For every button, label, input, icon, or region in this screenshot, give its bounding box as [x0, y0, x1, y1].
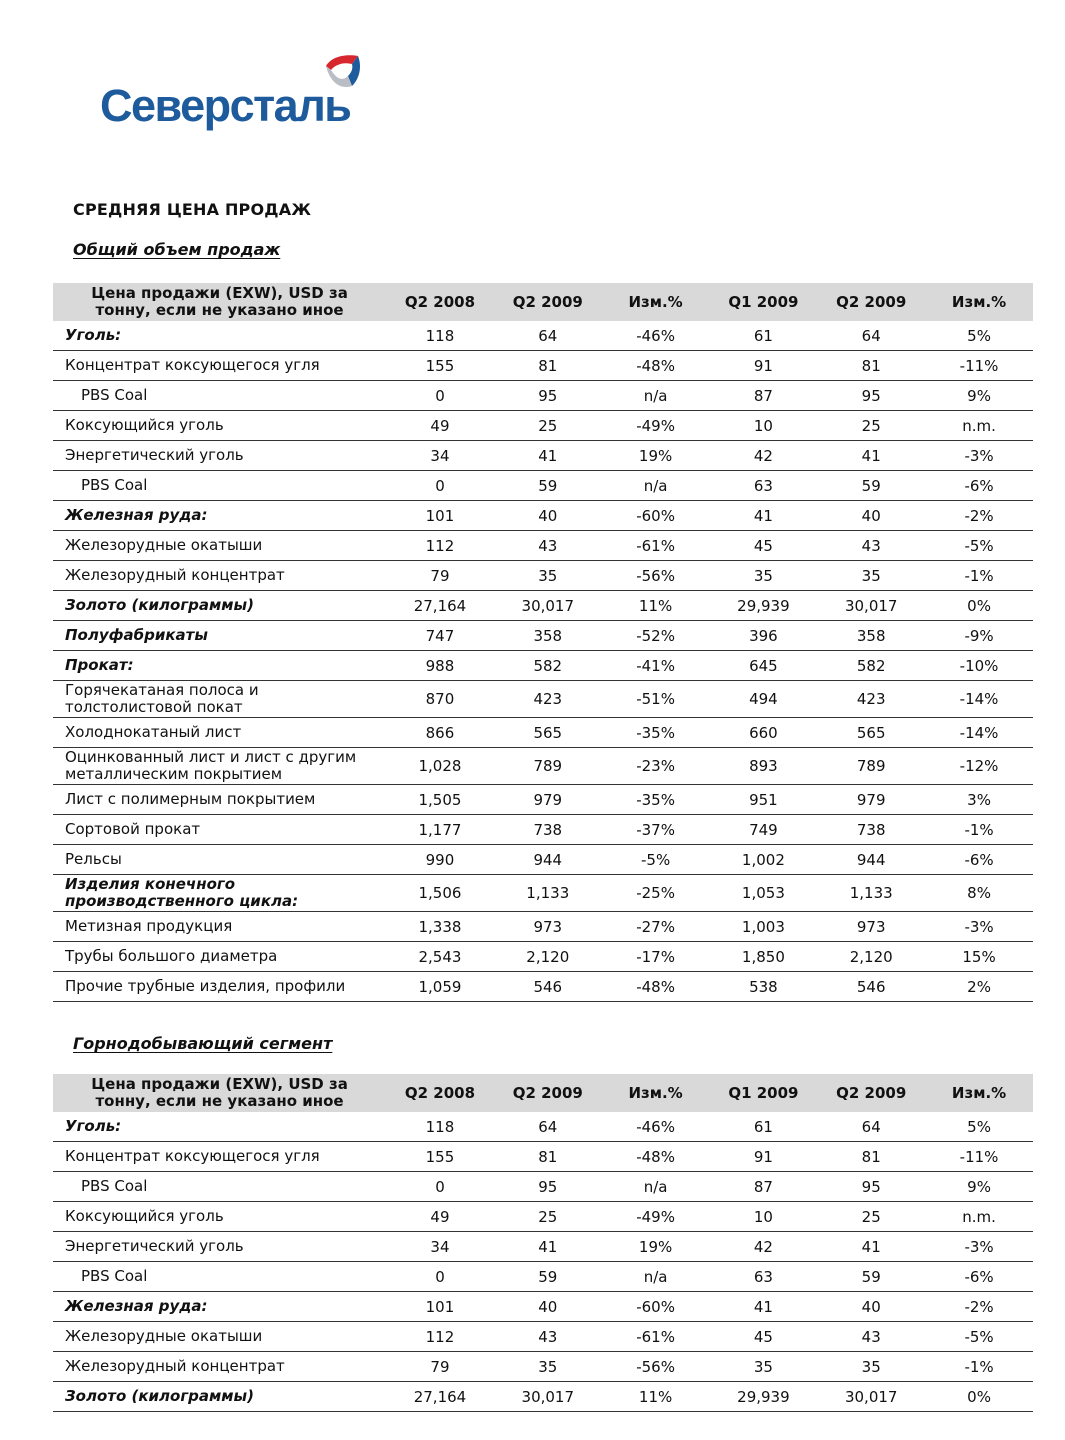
document-title: СРЕДНЯЯ ЦЕНА ПРОДАЖ [73, 200, 312, 219]
cell-change-qoq: -10% [925, 651, 1033, 681]
row-label: Золото (килограммы) [53, 591, 386, 621]
row-label: PBS Coal [53, 1262, 386, 1292]
cell-q2-2009-b: 59 [817, 1262, 925, 1292]
cell-q2-2008: 2,543 [386, 942, 494, 972]
price-table-mining-segment [53, 1074, 1033, 1412]
cell-q2-2009: 40 [494, 501, 602, 531]
row-label: Лист с полимерным покрытием [53, 785, 386, 815]
table-row [53, 1232, 1033, 1262]
cell-q2-2008: 155 [386, 1142, 494, 1172]
cell-change-qoq: 0% [925, 591, 1033, 621]
header-change-qoq: Изм.% [925, 283, 1033, 321]
header-label: Цена продажи (EXW), USD за тонну, если не указано иное [53, 1074, 386, 1112]
cell-change-yoy: -5% [602, 845, 710, 875]
cell-q1-2009: 42 [710, 441, 818, 471]
cell-q2-2008: 118 [386, 321, 494, 351]
cell-q1-2009: 29,939 [710, 591, 818, 621]
cell-q1-2009: 1,053 [710, 875, 818, 912]
cell-change-qoq: 2% [925, 972, 1033, 1002]
cell-change-yoy: -35% [602, 785, 710, 815]
cell-q2-2008: 101 [386, 501, 494, 531]
cell-change-qoq: -14% [925, 718, 1033, 748]
cell-q1-2009: 35 [710, 561, 818, 591]
cell-change-qoq: -11% [925, 1142, 1033, 1172]
row-label: Полуфабрикаты [53, 621, 386, 651]
row-label: Метизная продукция [53, 912, 386, 942]
cell-q2-2009: 565 [494, 718, 602, 748]
table-row [53, 381, 1033, 411]
cell-q1-2009: 87 [710, 1172, 818, 1202]
table-row [53, 1352, 1033, 1382]
table-row [53, 942, 1033, 972]
cell-change-qoq: -6% [925, 471, 1033, 501]
cell-change-yoy: -52% [602, 621, 710, 651]
cell-q2-2009-b: 25 [817, 411, 925, 441]
logo-wordmark: Северсталь [100, 80, 351, 131]
cell-change-qoq: -1% [925, 561, 1033, 591]
cell-q2-2009: 35 [494, 1352, 602, 1382]
cell-q1-2009: 42 [710, 1232, 818, 1262]
cell-change-yoy: -23% [602, 748, 710, 785]
cell-q1-2009: 10 [710, 1202, 818, 1232]
cell-change-qoq: -5% [925, 1322, 1033, 1352]
cell-change-qoq: 0% [925, 1382, 1033, 1412]
cell-q2-2009-b: 64 [817, 1112, 925, 1142]
cell-change-yoy: -51% [602, 681, 710, 718]
table-row [53, 748, 1033, 785]
table-row [53, 321, 1033, 351]
cell-q2-2009-b: 35 [817, 561, 925, 591]
cell-q2-2009-b: 565 [817, 718, 925, 748]
cell-q2-2009-b: 546 [817, 972, 925, 1002]
header-change-qoq: Изм.% [925, 1074, 1033, 1112]
cell-q2-2008: 27,164 [386, 591, 494, 621]
cell-change-qoq: 5% [925, 321, 1033, 351]
cell-q2-2009-b: 35 [817, 1352, 925, 1382]
cell-change-qoq: -2% [925, 501, 1033, 531]
cell-q2-2009: 25 [494, 411, 602, 441]
table-row [53, 845, 1033, 875]
cell-q2-2009-b: 423 [817, 681, 925, 718]
cell-q2-2009: 41 [494, 1232, 602, 1262]
header-q2-2008: Q2 2008 [386, 1074, 494, 1112]
header-q2-2009-b: Q2 2009 [817, 1074, 925, 1112]
cell-q2-2008: 1,506 [386, 875, 494, 912]
cell-change-yoy: -61% [602, 531, 710, 561]
cell-q2-2009-b: 30,017 [817, 591, 925, 621]
cell-change-yoy: -41% [602, 651, 710, 681]
row-label: PBS Coal [53, 471, 386, 501]
cell-q2-2009-b: 30,017 [817, 1382, 925, 1412]
row-label: Железорудный концентрат [53, 1352, 386, 1382]
cell-q2-2009: 979 [494, 785, 602, 815]
table-header-row [53, 1074, 1033, 1112]
cell-change-yoy: n/a [602, 381, 710, 411]
cell-q2-2009-b: 81 [817, 1142, 925, 1172]
cell-change-yoy: 19% [602, 1232, 710, 1262]
cell-q1-2009: 1,002 [710, 845, 818, 875]
cell-q2-2009-b: 979 [817, 785, 925, 815]
cell-change-qoq: -6% [925, 1262, 1033, 1292]
cell-q2-2008: 118 [386, 1112, 494, 1142]
cell-change-yoy: -49% [602, 1202, 710, 1232]
cell-change-qoq: 5% [925, 1112, 1033, 1142]
cell-q1-2009: 645 [710, 651, 818, 681]
cell-change-yoy: -48% [602, 351, 710, 381]
row-label: Холоднокатаный лист [53, 718, 386, 748]
table-row [53, 1112, 1033, 1142]
cell-q2-2008: 101 [386, 1292, 494, 1322]
row-label: Уголь: [53, 1112, 386, 1142]
cell-q2-2008: 1,028 [386, 748, 494, 785]
header-q1-2009: Q1 2009 [710, 1074, 818, 1112]
cell-q2-2008: 112 [386, 531, 494, 561]
cell-q2-2009: 43 [494, 531, 602, 561]
severstal-logo [100, 50, 370, 145]
cell-q1-2009: 91 [710, 1142, 818, 1172]
cell-q1-2009: 87 [710, 381, 818, 411]
row-label: Горячекатаная полоса и толстолистовой покат [53, 681, 386, 718]
cell-q2-2008: 27,164 [386, 1382, 494, 1412]
cell-q2-2008: 1,505 [386, 785, 494, 815]
table-row [53, 531, 1033, 561]
cell-change-yoy: -56% [602, 1352, 710, 1382]
cell-change-qoq: -3% [925, 1232, 1033, 1262]
row-label: Уголь: [53, 321, 386, 351]
cell-change-qoq: 9% [925, 381, 1033, 411]
cell-q2-2008: 1,177 [386, 815, 494, 845]
table-row [53, 718, 1033, 748]
cell-q1-2009: 494 [710, 681, 818, 718]
cell-change-yoy: -27% [602, 912, 710, 942]
table-row [53, 785, 1033, 815]
cell-change-qoq: 8% [925, 875, 1033, 912]
cell-change-yoy: n/a [602, 471, 710, 501]
cell-q2-2009-b: 973 [817, 912, 925, 942]
cell-change-qoq: -12% [925, 748, 1033, 785]
section-title-total-sales: Общий объем продаж [73, 240, 281, 259]
table-row [53, 972, 1033, 1002]
cell-q2-2009-b: 95 [817, 381, 925, 411]
row-label: PBS Coal [53, 381, 386, 411]
cell-q2-2009: 95 [494, 381, 602, 411]
table-row [53, 591, 1033, 621]
cell-change-yoy: -60% [602, 1292, 710, 1322]
table-row [53, 621, 1033, 651]
row-label: Железорудные окатыши [53, 1322, 386, 1352]
cell-q1-2009: 1,850 [710, 942, 818, 972]
cell-change-yoy: -48% [602, 1142, 710, 1172]
cell-change-yoy: 11% [602, 591, 710, 621]
cell-change-qoq: 15% [925, 942, 1033, 972]
cell-change-qoq: n.m. [925, 411, 1033, 441]
cell-q2-2009-b: 2,120 [817, 942, 925, 972]
cell-q2-2008: 866 [386, 718, 494, 748]
table-row [53, 1172, 1033, 1202]
cell-q2-2008: 1,059 [386, 972, 494, 1002]
cell-change-qoq: -3% [925, 912, 1033, 942]
table-row [53, 815, 1033, 845]
cell-q2-2009: 2,120 [494, 942, 602, 972]
cell-q2-2008: 0 [386, 1262, 494, 1292]
cell-q1-2009: 61 [710, 1112, 818, 1142]
cell-change-qoq: 9% [925, 1172, 1033, 1202]
table-row [53, 651, 1033, 681]
cell-q1-2009: 951 [710, 785, 818, 815]
table-header-row [53, 283, 1033, 321]
cell-q1-2009: 893 [710, 748, 818, 785]
table-row [53, 441, 1033, 471]
table-row [53, 351, 1033, 381]
table-row [53, 875, 1033, 912]
cell-q1-2009: 41 [710, 501, 818, 531]
header-q1-2009: Q1 2009 [710, 283, 818, 321]
cell-q1-2009: 29,939 [710, 1382, 818, 1412]
cell-q1-2009: 45 [710, 1322, 818, 1352]
cell-change-yoy: -61% [602, 1322, 710, 1352]
header-q2-2008: Q2 2008 [386, 283, 494, 321]
row-label: Энергетический уголь [53, 1232, 386, 1262]
cell-q2-2009: 64 [494, 1112, 602, 1142]
cell-change-qoq: -14% [925, 681, 1033, 718]
cell-q2-2009-b: 40 [817, 1292, 925, 1322]
cell-q2-2009: 789 [494, 748, 602, 785]
cell-change-qoq: 3% [925, 785, 1033, 815]
cell-q1-2009: 749 [710, 815, 818, 845]
header-q2-2009-b: Q2 2009 [817, 283, 925, 321]
cell-q2-2009: 35 [494, 561, 602, 591]
section-title-mining-segment: Горнодобывающий сегмент [73, 1034, 333, 1053]
cell-q1-2009: 396 [710, 621, 818, 651]
row-label: Сортовой прокат [53, 815, 386, 845]
cell-q2-2008: 0 [386, 1172, 494, 1202]
cell-q2-2009: 95 [494, 1172, 602, 1202]
cell-q2-2008: 34 [386, 441, 494, 471]
cell-change-qoq: -3% [925, 441, 1033, 471]
header-q2-2009: Q2 2009 [494, 1074, 602, 1112]
cell-q2-2009: 40 [494, 1292, 602, 1322]
table-row [53, 1202, 1033, 1232]
cell-q1-2009: 61 [710, 321, 818, 351]
header-change-yoy: Изм.% [602, 1074, 710, 1112]
cell-q2-2009: 358 [494, 621, 602, 651]
cell-q1-2009: 45 [710, 531, 818, 561]
cell-q1-2009: 63 [710, 1262, 818, 1292]
cell-change-yoy: -46% [602, 1112, 710, 1142]
row-label: Рельсы [53, 845, 386, 875]
cell-change-yoy: -37% [602, 815, 710, 845]
cell-change-qoq: -9% [925, 621, 1033, 651]
cell-q2-2009-b: 1,133 [817, 875, 925, 912]
row-label: Железная руда: [53, 501, 386, 531]
cell-q2-2009-b: 738 [817, 815, 925, 845]
cell-q1-2009: 63 [710, 471, 818, 501]
cell-change-yoy: 19% [602, 441, 710, 471]
cell-change-yoy: -48% [602, 972, 710, 1002]
table-row [53, 471, 1033, 501]
table-row [53, 1142, 1033, 1172]
cell-q2-2008: 988 [386, 651, 494, 681]
cell-q2-2009-b: 81 [817, 351, 925, 381]
cell-q2-2009: 944 [494, 845, 602, 875]
cell-q2-2009-b: 40 [817, 501, 925, 531]
cell-change-qoq: -2% [925, 1292, 1033, 1322]
cell-q2-2009-b: 59 [817, 471, 925, 501]
header-label: Цена продажи (EXW), USD за тонну, если не указано иное [53, 283, 386, 321]
cell-q2-2009-b: 43 [817, 531, 925, 561]
cell-change-qoq: -11% [925, 351, 1033, 381]
row-label: Концентрат коксующегося угля [53, 351, 386, 381]
row-label: Трубы большого диаметра [53, 942, 386, 972]
cell-q2-2009-b: 41 [817, 441, 925, 471]
row-label: Золото (килограммы) [53, 1382, 386, 1412]
cell-q2-2009-b: 25 [817, 1202, 925, 1232]
cell-q1-2009: 538 [710, 972, 818, 1002]
cell-q2-2008: 1,338 [386, 912, 494, 942]
cell-q2-2008: 34 [386, 1232, 494, 1262]
cell-q2-2009-b: 944 [817, 845, 925, 875]
cell-change-yoy: -25% [602, 875, 710, 912]
row-label: Коксующийся уголь [53, 411, 386, 441]
cell-q2-2009: 423 [494, 681, 602, 718]
table-row [53, 1382, 1033, 1412]
table-row [53, 1262, 1033, 1292]
cell-q2-2008: 49 [386, 411, 494, 441]
cell-change-qoq: -1% [925, 815, 1033, 845]
cell-q2-2008: 79 [386, 561, 494, 591]
cell-q2-2009: 25 [494, 1202, 602, 1232]
cell-change-yoy: n/a [602, 1262, 710, 1292]
row-label: Железорудный концентрат [53, 561, 386, 591]
cell-q2-2009: 1,133 [494, 875, 602, 912]
cell-q1-2009: 1,003 [710, 912, 818, 942]
cell-change-yoy: -49% [602, 411, 710, 441]
cell-q2-2008: 870 [386, 681, 494, 718]
cell-q2-2009-b: 95 [817, 1172, 925, 1202]
cell-change-yoy: -60% [602, 501, 710, 531]
cell-q1-2009: 10 [710, 411, 818, 441]
cell-q2-2009: 64 [494, 321, 602, 351]
row-label: Прокат: [53, 651, 386, 681]
cell-q2-2009: 59 [494, 1262, 602, 1292]
cell-change-qoq: n.m. [925, 1202, 1033, 1232]
cell-change-qoq: -6% [925, 845, 1033, 875]
cell-q2-2008: 79 [386, 1352, 494, 1382]
cell-q2-2009-b: 358 [817, 621, 925, 651]
cell-q2-2008: 747 [386, 621, 494, 651]
cell-q2-2008: 990 [386, 845, 494, 875]
cell-q2-2009: 43 [494, 1322, 602, 1352]
cell-q2-2009-b: 41 [817, 1232, 925, 1262]
row-label: Коксующийся уголь [53, 1202, 386, 1232]
cell-q2-2009: 582 [494, 651, 602, 681]
cell-q2-2009-b: 582 [817, 651, 925, 681]
table-row [53, 501, 1033, 531]
cell-q2-2009: 41 [494, 441, 602, 471]
cell-change-yoy: -35% [602, 718, 710, 748]
row-label: Железорудные окатыши [53, 531, 386, 561]
row-label: Концентрат коксующегося угля [53, 1142, 386, 1172]
row-label: Энергетический уголь [53, 441, 386, 471]
cell-q2-2009: 81 [494, 1142, 602, 1172]
cell-q1-2009: 41 [710, 1292, 818, 1322]
cell-q2-2009: 546 [494, 972, 602, 1002]
header-q2-2009: Q2 2009 [494, 283, 602, 321]
cell-change-yoy: -56% [602, 561, 710, 591]
cell-q2-2008: 112 [386, 1322, 494, 1352]
row-label: Оцинкованный лист и лист с другим металлическим покрытием [53, 748, 386, 785]
row-label: Прочие трубные изделия, профили [53, 972, 386, 1002]
cell-q2-2009: 738 [494, 815, 602, 845]
table-row [53, 912, 1033, 942]
cell-change-qoq: -5% [925, 531, 1033, 561]
cell-q2-2008: 0 [386, 381, 494, 411]
header-change-yoy: Изм.% [602, 283, 710, 321]
row-label: Изделия конечного производственного цикла: [53, 875, 386, 912]
row-label: Железная руда: [53, 1292, 386, 1322]
cell-q2-2009: 30,017 [494, 1382, 602, 1412]
cell-q2-2009-b: 43 [817, 1322, 925, 1352]
table-row [53, 1322, 1033, 1352]
cell-q2-2008: 49 [386, 1202, 494, 1232]
cell-q2-2008: 0 [386, 471, 494, 501]
cell-change-yoy: -17% [602, 942, 710, 972]
cell-q2-2009-b: 789 [817, 748, 925, 785]
table-row [53, 561, 1033, 591]
cell-q2-2009-b: 64 [817, 321, 925, 351]
cell-q2-2008: 155 [386, 351, 494, 381]
cell-q1-2009: 35 [710, 1352, 818, 1382]
row-label: PBS Coal [53, 1172, 386, 1202]
cell-q2-2009: 81 [494, 351, 602, 381]
cell-change-yoy: -46% [602, 321, 710, 351]
cell-change-yoy: n/a [602, 1172, 710, 1202]
cell-q2-2009: 30,017 [494, 591, 602, 621]
table-row [53, 1292, 1033, 1322]
table-row [53, 681, 1033, 718]
cell-change-yoy: 11% [602, 1382, 710, 1412]
table-row [53, 411, 1033, 441]
price-table-total-sales [53, 283, 1033, 1002]
cell-change-qoq: -1% [925, 1352, 1033, 1382]
cell-q2-2009: 973 [494, 912, 602, 942]
cell-q2-2009: 59 [494, 471, 602, 501]
cell-q1-2009: 91 [710, 351, 818, 381]
cell-q1-2009: 660 [710, 718, 818, 748]
